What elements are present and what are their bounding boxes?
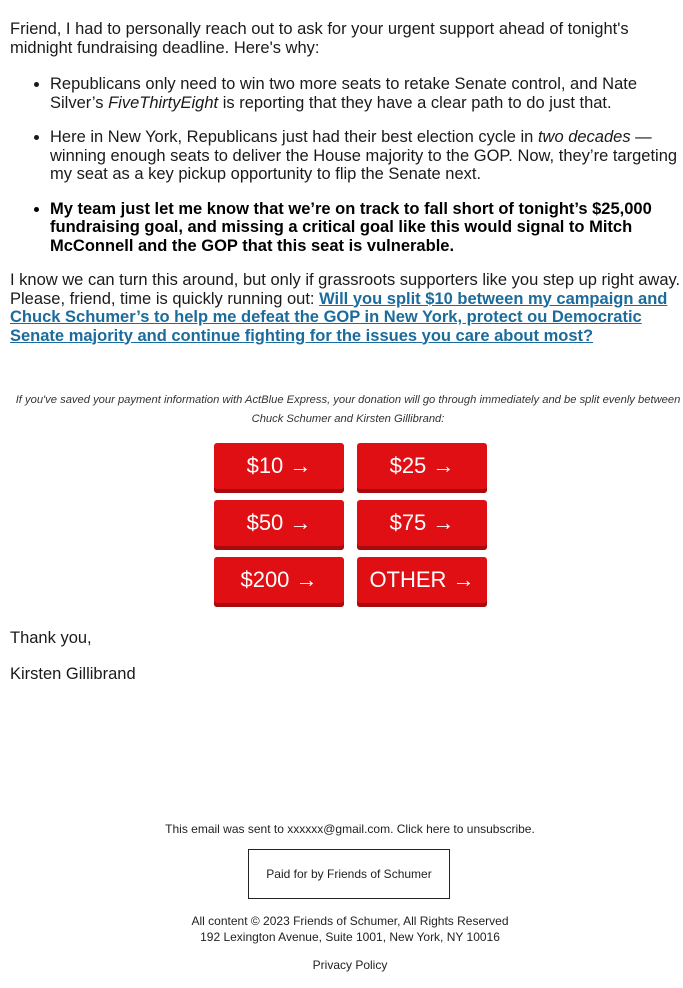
bullet-text: is reporting that they have a clear path to do just that. (218, 93, 612, 112)
closing-text: I know we can turn this around, but only if grassroots supporters like you step up right away. Please, friend, time is quickly running out: (10, 271, 681, 308)
list-item (50, 200, 683, 256)
bullet-text: — winning enough seats to deliver the House majority to the GOP. Now, they’re targeting my seat as a key pickup opportunity to flip the Senate next. (50, 128, 678, 183)
list-item (50, 128, 683, 184)
donate-200-button[interactable]: $200 → (214, 557, 344, 607)
bullet-text: Republicans only need to win two more seats to retake Senate control, and Nate Silver’s (50, 75, 638, 112)
closing-paragraph (10, 271, 683, 345)
footer-address: 192 Lexington Avenue, Suite 1001, New York, NY 10016 (200, 930, 500, 944)
bullet-italic: two decades (537, 128, 631, 146)
signature: Kirsten Gillibrand (10, 665, 136, 683)
bullet-text: My team just let me know that we’re on track to fall short of tonight’s $25,000 fundraising goal, and missing a critical goal like this would signal to Mitch McConnell and the GOP that this seat is vulnerable. (50, 199, 652, 255)
footer-sent-to[interactable]: This email was sent to xxxxxx@gmail.com. Click here to unsubscribe. (165, 822, 535, 836)
bullet-text: Here in New York, Republicans just had their best election cycle in (50, 128, 538, 146)
thanks-text: Thank you, (10, 629, 92, 647)
donate-cta-link[interactable]: Will you split $10 between my campaign and Chuck Schumer’s to help me defeat the GOP in New York, protect ou Democratic Senate majority and continue fighting for the issues you care about most? (10, 289, 668, 345)
reasons-list (10, 75, 683, 255)
privacy-policy-link[interactable]: Privacy Policy (312, 958, 388, 972)
donate-10-button[interactable]: $10 → (214, 443, 344, 493)
actblue-express-note: If you've saved your payment information with ActBlue Express, your donation will go through immediately and be split evenly between Chuck Schumer and Kirsten Gillibrand: (15, 394, 681, 425)
footer-copyright: All content © 2023 Friends of Schumer, All Rights Reserved (191, 914, 509, 928)
paid-for-disclaimer: Paid for by Friends of Schumer (248, 849, 450, 899)
email-body (10, 20, 683, 345)
donate-75-button[interactable]: $75 → (357, 500, 487, 550)
donate-25-button[interactable]: $25 → (357, 443, 487, 493)
donate-50-button[interactable]: $50 → (214, 500, 344, 550)
bullet-italic: FiveThirtyEight (108, 93, 219, 112)
intro-paragraph: Friend, I had to personally reach out to ask for your urgent support ahead of tonight's midnight fundraising deadline. Here's why: (10, 20, 629, 57)
donate-other-button[interactable]: OTHER → (357, 557, 487, 607)
list-item (50, 75, 683, 112)
